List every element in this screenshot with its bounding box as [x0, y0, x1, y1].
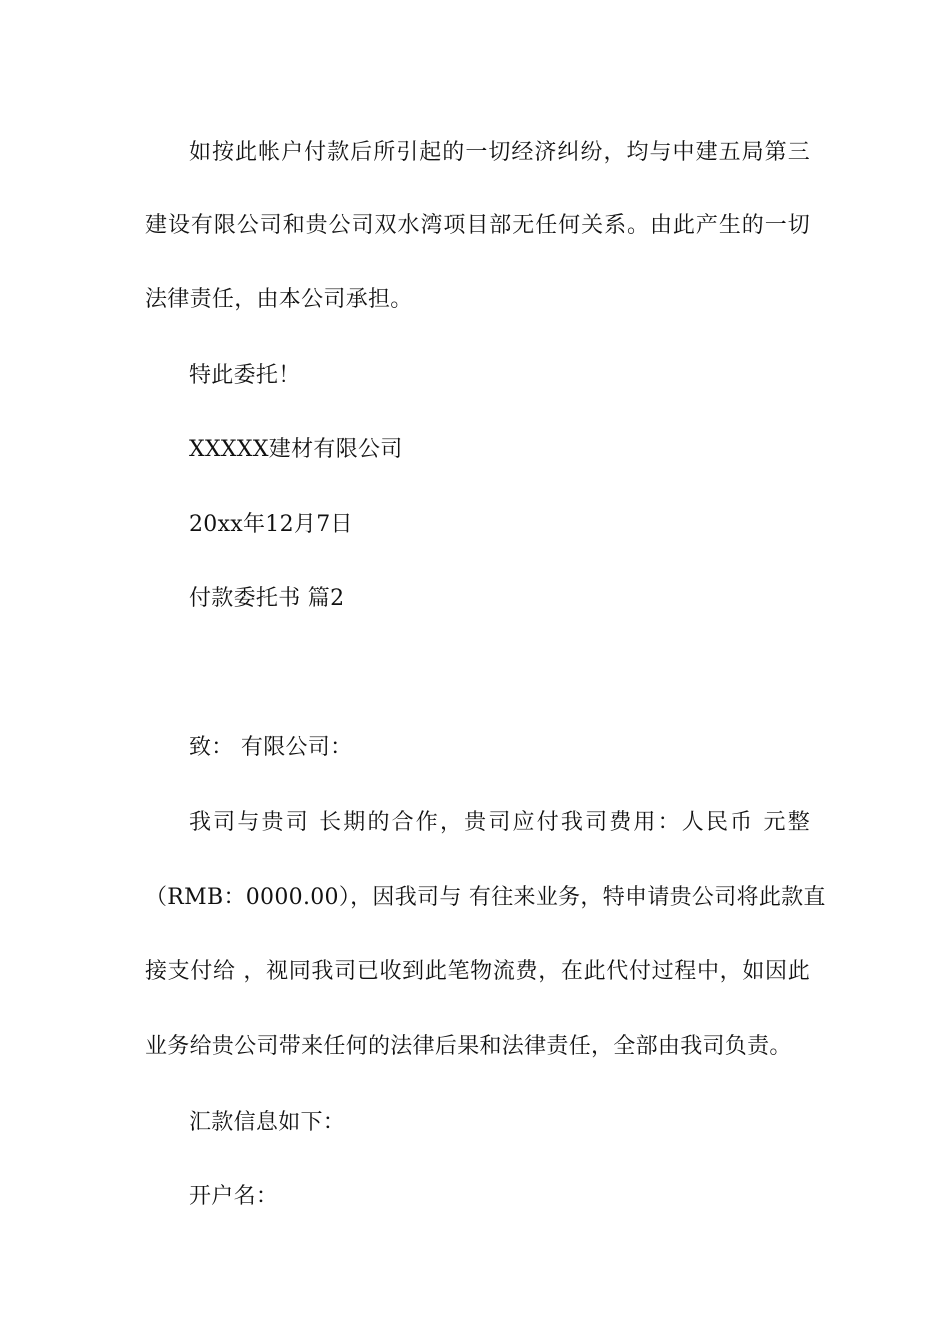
section-title: 付款委托书 篇2 — [189, 586, 345, 611]
closing-text: 特此委托！ — [189, 363, 301, 388]
salutation: 致： 有限公司： — [189, 735, 353, 760]
paragraph1-line-1: 如按此帐户付款后所引起的一切经济纠纷，均与中建五局第三 — [189, 140, 810, 165]
paragraph2-line-2: （RMB：0000.00），因我司与 有往来业务，特申请贵公司将此款直 — [145, 885, 826, 910]
paragraph2-line-4: 业务给贵公司带来任何的法律后果和法律责任，全部由我司负责。 — [145, 1034, 792, 1059]
paragraph2-line-3: 接支付给 ，视同我司已收到此笔物流费，在此代付过程中，如因此 — [145, 959, 810, 984]
document-date: 20xx年12月7日 — [189, 512, 353, 537]
account-name-label: 开户名： — [189, 1184, 279, 1209]
paragraph1-line-2: 建设有限公司和贵公司双水湾项目部无任何关系。由此产生的一切 — [145, 213, 810, 238]
company-name: XXXXX建材有限公司 — [189, 437, 403, 462]
paragraph2-line-1: 我司与贵司 长期的合作，贵司应付我司费用：人民币 元整 — [189, 810, 810, 835]
remit-info-label: 汇款信息如下： — [189, 1110, 346, 1135]
paragraph1-line-3: 法律责任，由本公司承担。 — [145, 287, 413, 312]
